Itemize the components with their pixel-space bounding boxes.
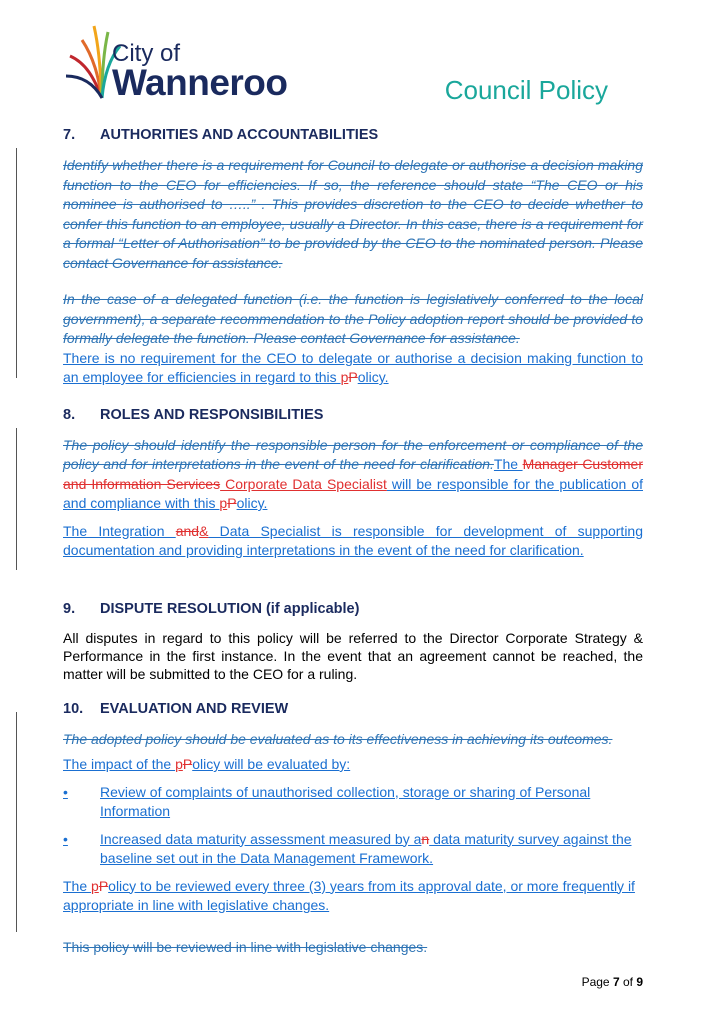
document-body bbox=[63, 127, 643, 957]
list-item: • Increased data maturity assessment measured by an data maturity survey against the baseline set out in the Data Management Framework. bbox=[63, 830, 632, 866]
logo-name-text: Wanneroo bbox=[112, 62, 288, 103]
s10-deleted-paragraph-1: The adopted policy should be evaluated as to its effectiveness in achieving its outcomes. bbox=[63, 730, 613, 747]
s7-inserted-paragraph: There is no requirement for the CEO to delegate or authorise a decision making function to an employee for efficiencies in regard to this pPolicy. bbox=[63, 349, 643, 385]
revision-bar bbox=[16, 148, 17, 378]
section-8-heading: 8. ROLES AND RESPONSIBILITIES bbox=[63, 406, 324, 423]
section-9-heading: 9. DISPUTE RESOLUTION (if applicable) bbox=[63, 600, 360, 617]
city-logo bbox=[64, 18, 294, 102]
s8-paragraph-2: The Integration and& Data Specialist is responsible for development of supporting documentation and providing interpretations in the event of the need for clarification. bbox=[63, 522, 643, 558]
s10-impact-paragraph: The impact of the pPolicy will be evaluated by: bbox=[63, 756, 351, 772]
s9-paragraph: All disputes in regard to this policy will be referred to the Director Corporate Strategy & Performance in the first instance. In the event that an agreement cannot be reached, the matter will be submitted to the CEO for a ruling. bbox=[63, 629, 643, 682]
section-10-heading: 10. EVALUATION AND REVIEW bbox=[63, 700, 289, 717]
section-7-heading: 7. AUTHORITIES AND ACCOUNTABILITIES bbox=[63, 127, 379, 143]
document-type-title: Council Policy bbox=[444, 75, 608, 105]
logo-city-text: City of bbox=[112, 40, 181, 67]
s10-deleted-paragraph-2: This policy will be reviewed in line with legislative changes. bbox=[63, 938, 428, 955]
s10-review-paragraph: The pPolicy to be reviewed every three (3) years from its approval date, or more frequently if appropriate in line with legislative changes. bbox=[63, 877, 635, 913]
s7-deleted-paragraph-2: In the case of a delegated function (i.e. the function is legislatively conferred to the local government), a separate recommendation to the Policy adoption report should be provided to formally delegate the function. Please contact Governance for assistance. bbox=[63, 291, 643, 346]
page-number: Page 7 of 9 bbox=[581, 975, 643, 989]
revision-bar bbox=[16, 712, 17, 932]
revision-bar bbox=[16, 428, 17, 570]
s8-paragraph-1: The policy should identify the responsible person for the enforcement or compliance of the policy and for interpretations in the event of the need for clarification.The Manager Customer and Information Services Corporate Data Specialist will be responsible for the publication of and compliance with this pPolicy. bbox=[63, 436, 644, 511]
s7-deleted-paragraph-1: Identify whether there is a requirement for Council to delegate or authorise a decision making function to the CEO for efficiencies. If so, the reference should state “The CEO or his nominee is authorised to …..” . This provides discretion to the CEO to decide whether to confer this function to an employee, usually a Director. In this case, there is a requirement for a formal “Letter of Authorisation” to be provided by the CEO to the nominated person. Please contact Governance for assistance. bbox=[63, 157, 643, 271]
list-item: • Review of complaints of unauthorised collection, storage or sharing of Personal Information bbox=[63, 783, 591, 819]
